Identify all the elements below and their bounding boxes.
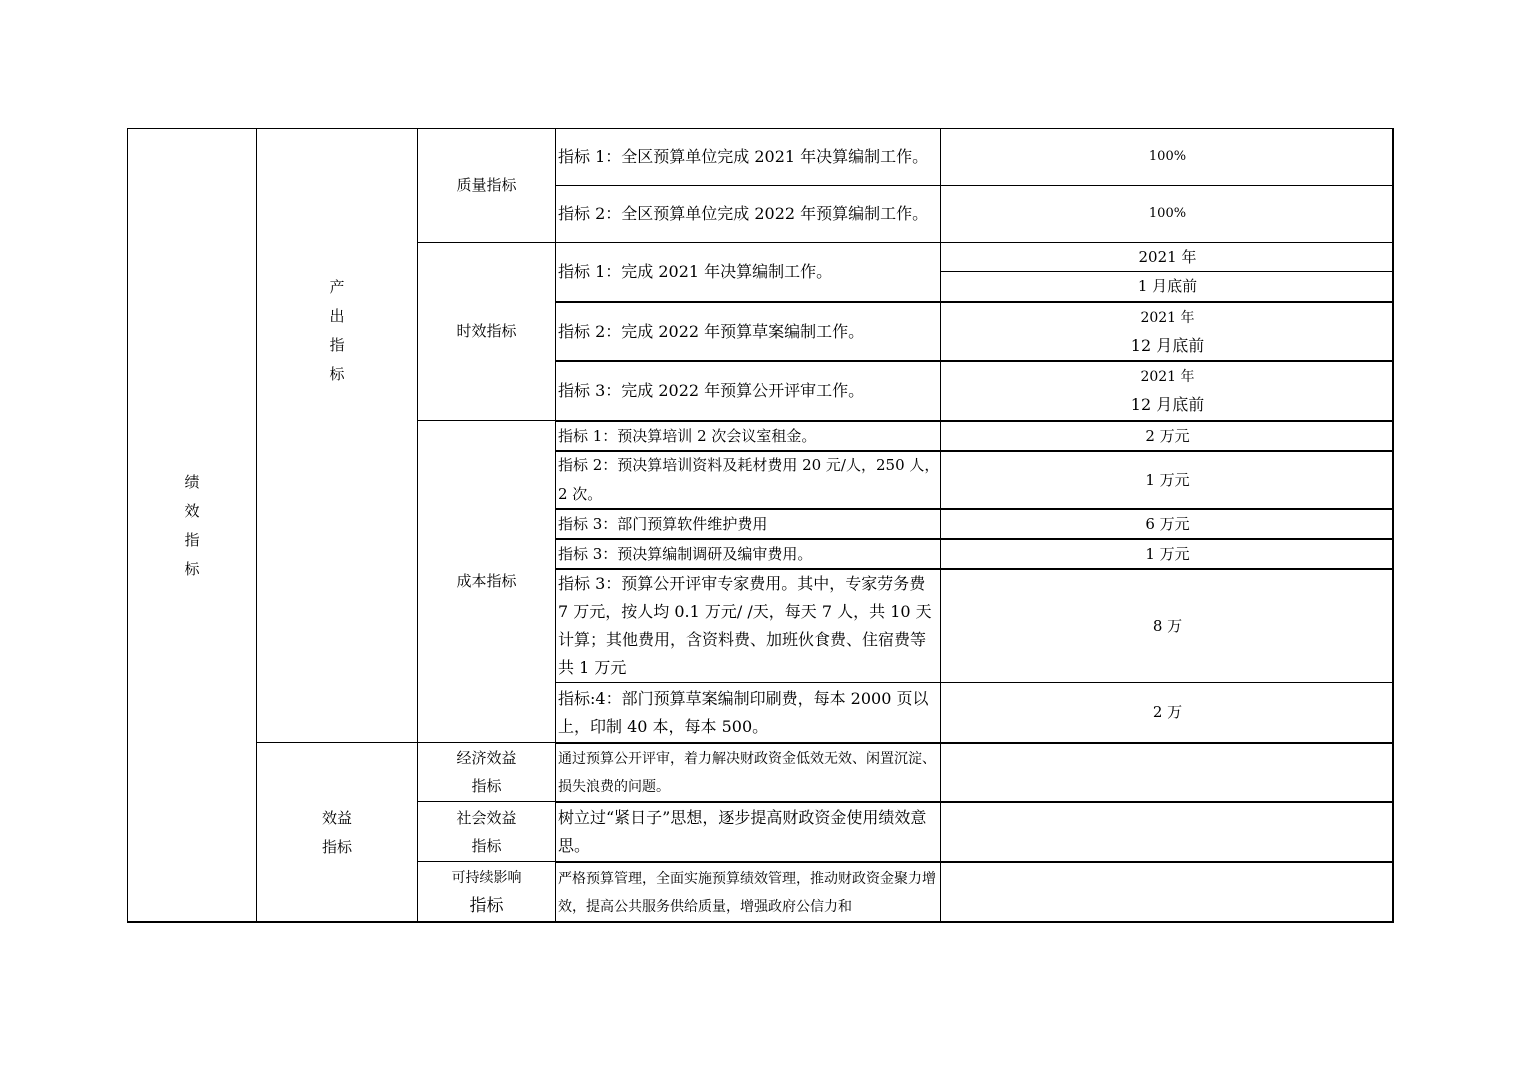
quality-row-1-value: 100% — [940, 128, 1394, 185]
cost-row-4-value: 1 万元 — [940, 538, 1394, 568]
cost-row-3-desc: 指标 3：部门预算软件维护费用 — [555, 508, 940, 538]
sustainable-label-line1: 可持续影响 — [451, 870, 522, 886]
economic-label-line2: 指标 — [471, 777, 502, 795]
cost-label: 成本指标 — [456, 572, 517, 590]
quality-row-2-desc: 指标 2：全区预算单位完成 2022 年预算编制工作。 — [555, 185, 940, 242]
output-group-label: 产出指标 — [329, 277, 345, 383]
cost-row-2-value: 1 万元 — [940, 450, 1394, 508]
social-value — [940, 801, 1394, 861]
timeliness-label-cell — [417, 242, 555, 420]
level1-cell — [127, 128, 256, 922]
level1-label: 绩效指标 — [184, 472, 200, 578]
social-desc: 树立过“紧日子”思想，逐步提高财政资金使用绩效意思。 — [555, 801, 940, 861]
quality-row-2-value: 100% — [940, 185, 1394, 242]
quality-row-1-desc: 指标 1：全区预算单位完成 2021 年决算编制工作。 — [555, 128, 940, 185]
cost-label-cell — [417, 420, 555, 742]
timeliness-row-1-value-b: 1 月底前 — [940, 271, 1394, 301]
social-label-line1: 社会效益 — [456, 808, 517, 827]
table-right-border — [1392, 128, 1394, 923]
sustainable-value — [940, 861, 1394, 922]
sustainable-label-cell — [417, 861, 555, 922]
timeliness-row-2-value: 2021 年 12 月底前 — [940, 301, 1394, 360]
timeliness-row-1-desc: 指标 1：完成 2021 年决算编制工作。 — [555, 242, 940, 301]
economic-value — [940, 742, 1394, 801]
cost-row-6-desc: 指标:4：部门预算草案编制印刷费，每本 2000 页以上，印制 40 本，每本 500。 — [555, 682, 940, 742]
cost-row-5-value: 8 万 — [940, 568, 1394, 682]
output-group-cell — [256, 128, 417, 742]
timeliness-label: 时效指标 — [456, 322, 517, 340]
timeliness-row-3-desc: 指标 3：完成 2022 年预算公开评审工作。 — [555, 360, 940, 420]
cost-row-6-value: 2 万 — [940, 682, 1394, 742]
timeliness-row-1-value-a: 2021 年 — [940, 242, 1394, 271]
social-label-line2: 指标 — [471, 836, 502, 855]
cost-row-4-desc: 指标 3：预决算编制调研及编审费用。 — [555, 538, 940, 568]
cost-row-1-value: 2 万元 — [940, 420, 1394, 450]
social-label-cell — [417, 801, 555, 861]
sustainable-label-line2: 指标 — [469, 896, 504, 916]
sustainable-desc: 严格预算管理，全面实施预算绩效管理，推动财政资金聚力增效，提高公共服务供给质量，增强政府公信力和 — [555, 861, 940, 922]
economic-label-cell — [417, 742, 555, 801]
quality-label-cell — [417, 128, 555, 242]
cost-row-5-desc: 指标 3：预算公开评审专家费用。其中，专家劳务费 7 万元，按人均 0.1 万元/ /天，每天 7 人，共 10 天计算；其他费用，含资料费、加班伙食费、住宿费等共 1 万元 — [555, 568, 940, 682]
economic-desc: 通过预算公开评审，着力解决财政资金低效无效、闲置沉淀、损失浪费的问题。 — [555, 742, 940, 801]
cost-row-2-desc: 指标 2：预决算培训资料及耗材费用 20 元/人，250 人，2 次。 — [555, 450, 940, 508]
cost-row-1-desc: 指标 1：预决算培训 2 次会议室租金。 — [555, 420, 940, 450]
timeliness-row-3-value: 2021 年 12 月底前 — [940, 360, 1394, 420]
economic-label-line1: 经济效益 — [456, 749, 517, 767]
cost-row-3-value: 6 万元 — [940, 508, 1394, 538]
quality-label: 质量指标 — [456, 176, 517, 194]
benefit-group-label: 效益指标 — [321, 808, 352, 856]
benefit-group-cell — [256, 742, 417, 922]
table-bottom-border — [127, 921, 1394, 923]
timeliness-row-2-desc: 指标 2：完成 2022 年预算草案编制工作。 — [555, 301, 940, 360]
